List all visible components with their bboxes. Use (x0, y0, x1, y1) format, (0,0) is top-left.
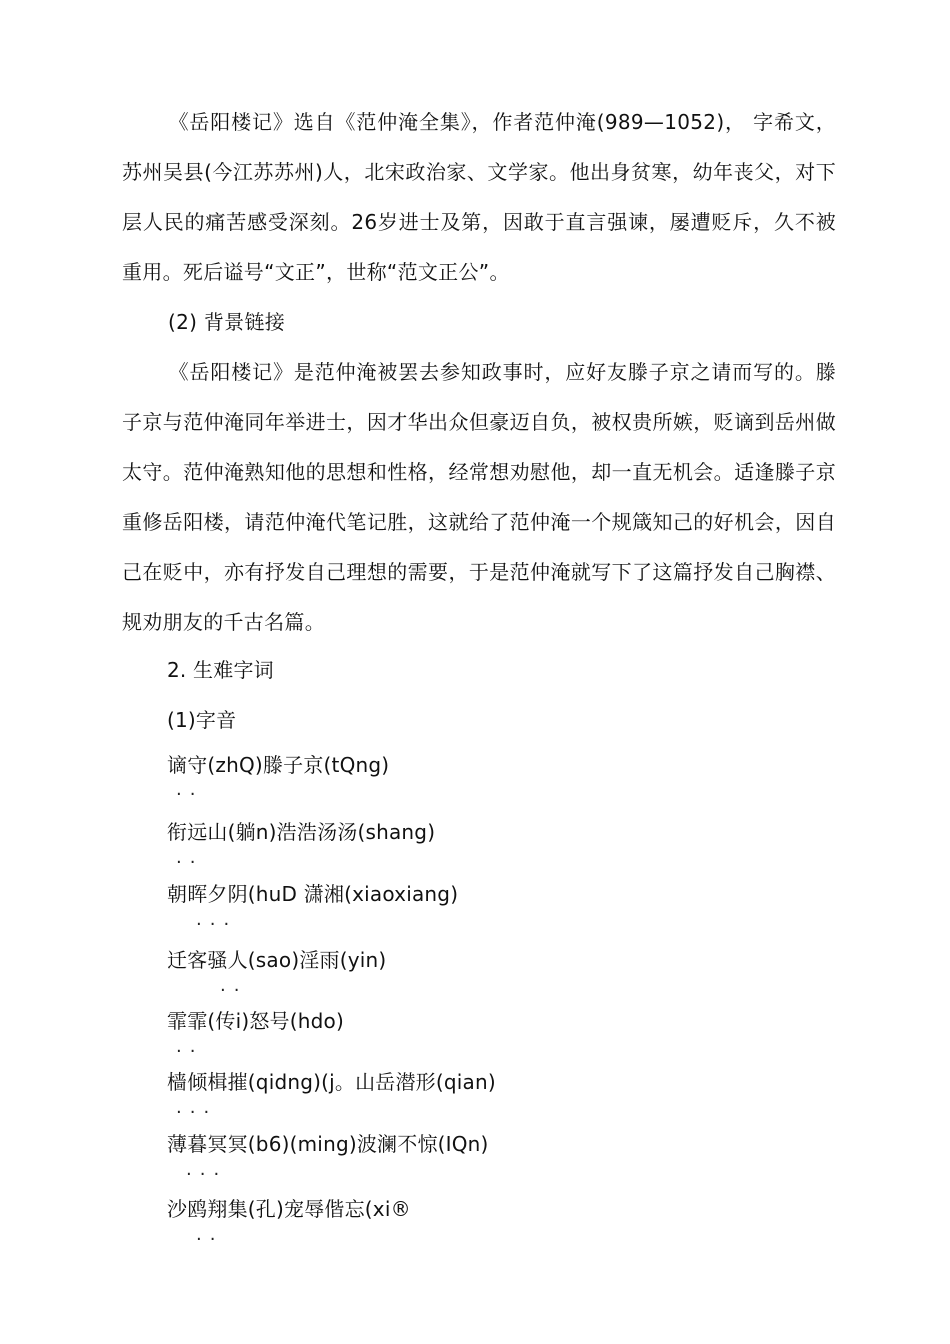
emphasis-dots: ··· (186, 1164, 228, 1185)
emphasis-dots: ·· (196, 1229, 224, 1250)
vocab-line: 霏霏(传i)怒号(hdo) (167, 1009, 344, 1033)
background-text: 《岳阳楼记》是范仲淹被罢去参知政事时，应好友滕子京之请而写的。滕子京与范仲淹同年举进士，因才华出众但豪迈自负，被权贵所嫉，贬谪到岳州做太守。范仲淹熟知他的思想和性格，经常想劝慰他，却一直无机会。适逢滕子京重修岳阳楼，请范仲淹代笔记胜，这就给了范仲淹一个规箴知己的好机会，因自己在贬中，亦有抒发自己理想的需要，于是范仲淹就写下了这篇抒发自己胸襟、规劝朋友的千古名篇。 (122, 360, 836, 634)
emphasis-dots: ·· (220, 980, 248, 1001)
background-heading-text: (2) 背景链接 (168, 310, 286, 334)
emphasis-dots: ··· (176, 1102, 218, 1123)
section-heading: 2. 生难字词 (167, 658, 274, 682)
vocab-line: 薄暮冥冥(b6)(ming)波澜不惊(IQn) (167, 1132, 489, 1156)
emphasis-dots: ·· (176, 784, 204, 805)
vocab-line: 衔远山(躺n)浩浩汤汤(shang) (167, 820, 436, 844)
vocab-line: 朝晖夕阴(huD 潇湘(xiaoxiang) (167, 882, 459, 906)
vocab-line: 樯倾楫摧(qidng)(j。山岳潜形(qian) (167, 1070, 496, 1094)
emphasis-dots: ·· (176, 1041, 204, 1062)
author-paragraph (122, 97, 836, 297)
vocab-line: 谪守(zhQ)滕子京(tQng) (167, 753, 390, 777)
emphasis-dots: ·· (176, 852, 204, 873)
background-paragraph (122, 347, 836, 647)
vocab-line: 沙鸥翔集(孔)宠辱偕忘(xi® (167, 1197, 411, 1221)
author-text: 《岳阳楼记》选自《范仲淹全集》，作者范仲淹(989—1052)， 字希文，苏州吴县(今江苏苏州)人，北宋政治家、文学家。他出身贫寒，幼年丧父，对下层人民的痛苦感受深刻。26岁进士及第，因敢于直言强谏，屡遭贬斥，久不被重用。死后谥号“文正”，世称“范文正公”。 (122, 110, 836, 284)
vocab-line: 迁客骚人(sao)淫雨(yin) (167, 948, 387, 972)
subsection-heading: (1)字音 (167, 708, 237, 732)
background-heading (122, 297, 836, 347)
emphasis-dots: ··· (196, 914, 238, 935)
